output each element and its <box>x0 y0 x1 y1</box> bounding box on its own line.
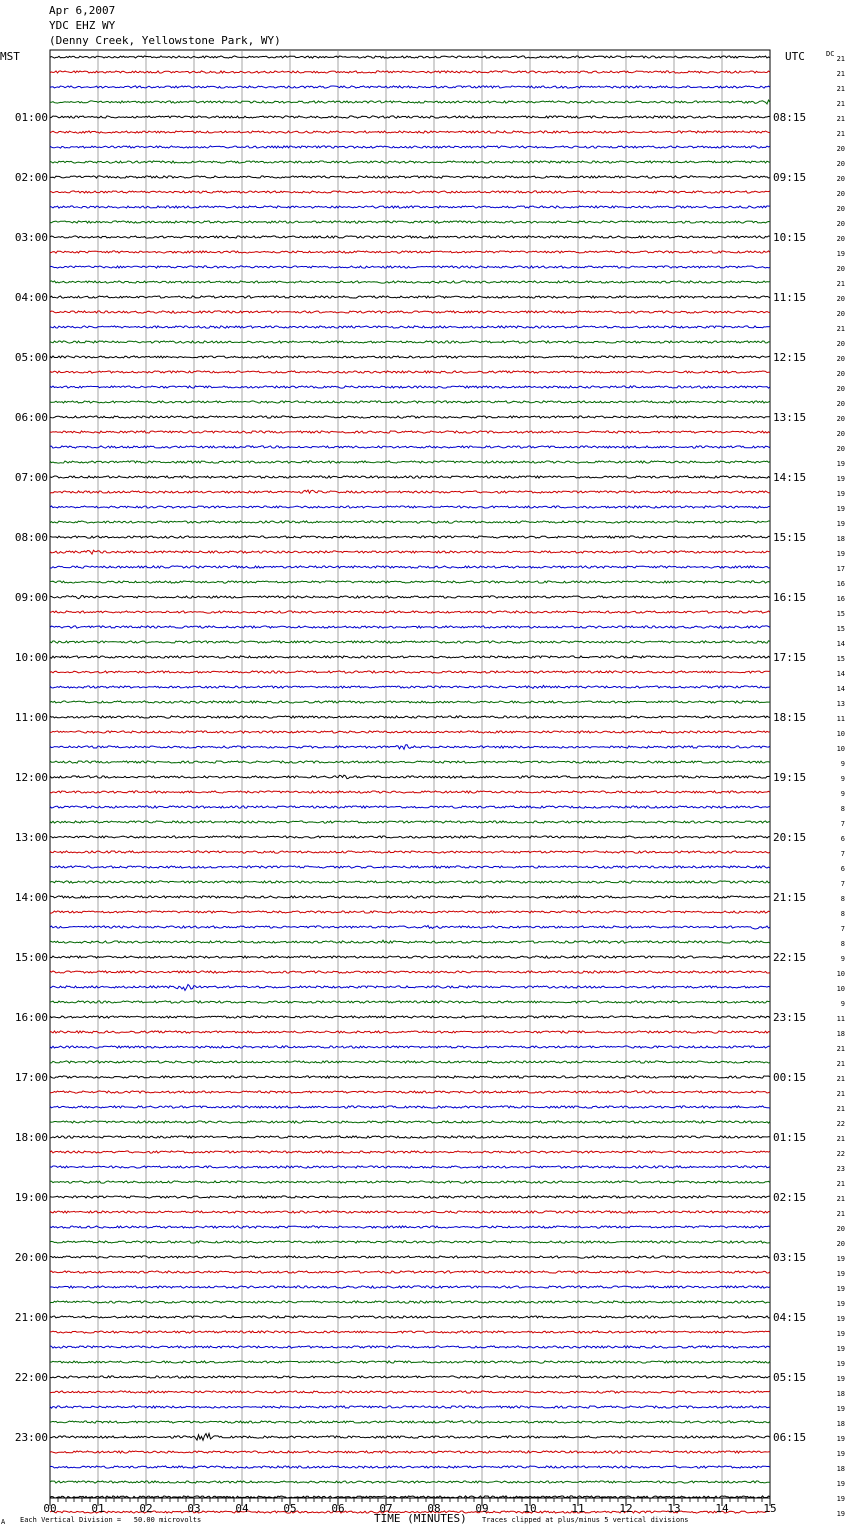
seismic-trace <box>50 1361 770 1363</box>
dc-offset-label: 20 <box>836 430 845 438</box>
seismic-trace <box>50 1241 770 1243</box>
dc-offset-label: 19 <box>836 1360 845 1368</box>
station-location: (Denny Creek, Yellowstone Park, WY) <box>49 34 281 47</box>
x-tick-label: 08 <box>427 1502 441 1515</box>
seismic-trace <box>50 206 770 208</box>
mst-hour-label: 03:00 <box>14 231 48 244</box>
seismic-trace <box>50 1286 770 1288</box>
dc-offset-label: 19 <box>836 460 845 468</box>
seismic-trace <box>50 1421 770 1423</box>
seismic-trace <box>50 685 770 688</box>
mst-hour-label: 20:00 <box>14 1251 48 1264</box>
x-tick-label: 04 <box>235 1502 249 1515</box>
seismic-trace <box>50 71 770 73</box>
mst-hour-label: 13:00 <box>14 831 48 844</box>
seismic-trace <box>50 326 770 328</box>
dc-offset-label: 9 <box>840 955 845 963</box>
utc-hour-label: 16:15 <box>773 591 807 604</box>
dc-offset-label: 18 <box>836 535 845 543</box>
x-tick-label: 01 <box>91 1502 105 1515</box>
mst-hour-label: 23:00 <box>14 1431 48 1444</box>
seismic-trace <box>50 1106 770 1108</box>
dc-offset-label: 10 <box>836 985 845 993</box>
dc-offset-label: 19 <box>836 1315 845 1323</box>
dc-offset-label: 21 <box>836 100 845 108</box>
dc-offset-label: 19 <box>836 1345 845 1353</box>
seismic-trace <box>50 116 770 118</box>
seismic-trace <box>50 1346 770 1348</box>
dc-offset-label: 18 <box>836 1390 845 1398</box>
seismic-trace <box>50 940 770 943</box>
utc-hour-label: 20:15 <box>773 831 807 844</box>
seismic-trace <box>50 461 770 463</box>
seismic-trace <box>50 971 770 973</box>
seismic-trace <box>50 821 770 823</box>
seismic-trace <box>50 131 770 133</box>
x-tick-label: 05 <box>283 1502 297 1515</box>
seismic-trace <box>50 701 770 703</box>
utc-hour-label: 17:15 <box>773 651 807 664</box>
mst-hour-label: 22:00 <box>14 1371 48 1384</box>
dc-offset-label: 21 <box>836 70 845 78</box>
seismic-trace <box>50 401 770 403</box>
seismic-trace <box>50 626 770 628</box>
dc-header-label: DC <box>826 50 835 58</box>
seismic-trace <box>50 1136 770 1138</box>
seismic-trace <box>50 1061 770 1063</box>
dc-offset-label: 6 <box>840 865 845 873</box>
utc-hour-label: 14:15 <box>773 471 807 484</box>
seismic-trace <box>50 416 770 418</box>
seismic-trace <box>50 446 770 448</box>
dc-offset-label: 7 <box>840 850 845 858</box>
mst-hour-label: 15:00 <box>14 951 48 964</box>
dc-offset-label: 23 <box>836 1165 845 1173</box>
seismic-trace <box>50 985 770 991</box>
dc-offset-label: 19 <box>836 1450 845 1458</box>
station-code: YDC EHZ WY <box>49 19 116 32</box>
seismic-trace <box>50 236 770 238</box>
seismic-trace <box>50 851 770 853</box>
dc-offset-label: 19 <box>836 505 845 513</box>
seismic-trace <box>50 731 770 733</box>
dc-offset-label: 19 <box>836 250 845 258</box>
x-tick-label: 07 <box>379 1502 393 1515</box>
seismic-trace <box>50 1226 770 1228</box>
dc-offset-label: 21 <box>836 1075 845 1083</box>
mst-hour-label: 01:00 <box>14 111 48 124</box>
dc-offset-label: 11 <box>836 1015 845 1023</box>
dc-offset-label: 19 <box>836 1480 845 1488</box>
dc-offset-label: 20 <box>836 295 845 303</box>
dc-offset-label: 20 <box>836 355 845 363</box>
dc-offset-label: 9 <box>840 1000 845 1008</box>
seismic-trace <box>50 1406 770 1408</box>
utc-hour-label: 01:15 <box>773 1131 807 1144</box>
utc-hour-label: 23:15 <box>773 1011 807 1024</box>
dc-offset-label: 11 <box>836 715 845 723</box>
utc-hour-label: 15:15 <box>773 531 807 544</box>
seismic-trace <box>50 1016 770 1018</box>
dc-offset-label: 21 <box>836 55 845 63</box>
x-tick-label: 15 <box>763 1502 777 1515</box>
seismic-trace <box>50 671 770 673</box>
dc-offset-label: 21 <box>836 1180 845 1188</box>
utc-hour-label: 10:15 <box>773 231 807 244</box>
mst-hour-label: 02:00 <box>14 171 48 184</box>
seismic-trace <box>50 911 770 913</box>
seismic-trace <box>50 161 770 163</box>
scale-note: Each Vertical Division = 50.00 microvolts <box>20 1516 202 1524</box>
seismic-trace <box>50 176 770 178</box>
seismic-trace <box>50 191 770 193</box>
dc-offset-label: 13 <box>836 700 845 708</box>
dc-offset-label: 21 <box>836 1090 845 1098</box>
seismic-trace <box>50 1076 770 1078</box>
seismic-trace <box>50 896 770 898</box>
seismic-trace <box>50 1434 770 1441</box>
seismic-trace <box>50 641 770 643</box>
dc-offset-label: 18 <box>836 1030 845 1038</box>
dc-offset-label: 15 <box>836 610 845 618</box>
seismic-trace <box>50 1271 770 1273</box>
dc-offset-label: 7 <box>840 925 845 933</box>
seismic-trace <box>50 476 770 478</box>
seismic-trace <box>50 1196 770 1198</box>
dc-offset-label: 21 <box>836 1105 845 1113</box>
dc-offset-label: 21 <box>836 1135 845 1143</box>
dc-offset-label: 19 <box>836 475 845 483</box>
seismic-trace <box>50 761 770 763</box>
dc-offset-label: 7 <box>840 820 845 828</box>
dc-offset-label: 10 <box>836 970 845 978</box>
seismic-trace <box>50 926 770 930</box>
dc-offset-label: 20 <box>836 220 845 228</box>
mst-hour-label: 08:00 <box>14 531 48 544</box>
mst-hour-label: 07:00 <box>14 471 48 484</box>
dc-offset-label: 21 <box>836 1045 845 1053</box>
dc-offset-label: 16 <box>836 580 845 588</box>
dc-offset-label: 20 <box>836 445 845 453</box>
utc-hour-label: 11:15 <box>773 291 807 304</box>
seismic-trace <box>50 656 770 658</box>
dc-offset-label: 15 <box>836 655 845 663</box>
seismic-trace <box>50 836 770 838</box>
seismic-trace <box>50 1316 770 1318</box>
dc-offset-label: 9 <box>840 790 845 798</box>
seismic-trace <box>50 490 770 493</box>
dc-offset-label: 22 <box>836 1150 845 1158</box>
dc-offset-label: 19 <box>836 550 845 558</box>
dc-offset-label: 10 <box>836 730 845 738</box>
dc-offset-label: 14 <box>836 685 845 693</box>
dc-offset-label: 21 <box>836 1060 845 1068</box>
dc-offset-label: 9 <box>840 760 845 768</box>
seismic-trace <box>50 371 770 373</box>
dc-offset-label: 19 <box>836 520 845 528</box>
utc-hour-label: 19:15 <box>773 771 807 784</box>
dc-offset-label: 21 <box>836 130 845 138</box>
seismic-trace <box>50 86 770 88</box>
x-tick-label: 09 <box>475 1502 489 1515</box>
utc-hour-label: 05:15 <box>773 1371 807 1384</box>
dc-offset-label: 18 <box>836 1465 845 1473</box>
x-tick-label: 06 <box>331 1502 345 1515</box>
dc-offset-label: 6 <box>840 835 845 843</box>
dc-offset-label: 19 <box>836 1435 845 1443</box>
seismic-trace <box>50 1451 770 1453</box>
seismic-trace <box>50 1331 770 1333</box>
seismic-trace <box>50 1001 770 1003</box>
seismic-trace <box>50 146 770 148</box>
seismic-trace <box>50 866 770 868</box>
dc-offset-label: 19 <box>836 1300 845 1308</box>
dc-offset-label: 20 <box>836 235 845 243</box>
dc-offset-label: 21 <box>836 85 845 93</box>
dc-offset-label: 20 <box>836 385 845 393</box>
right-timezone-label: UTC <box>785 50 805 63</box>
dc-offset-label: 19 <box>836 1495 845 1503</box>
utc-hour-label: 22:15 <box>773 951 807 964</box>
seismic-trace <box>50 1181 770 1183</box>
seismic-trace <box>50 791 770 793</box>
seismic-trace <box>50 296 770 298</box>
seismic-trace <box>50 716 770 718</box>
seismic-trace <box>50 1466 770 1468</box>
seismic-trace <box>50 1046 770 1048</box>
x-tick-label: 10 <box>523 1502 537 1515</box>
dc-offset-label: 21 <box>836 1195 845 1203</box>
x-axis-title: TIME (MINUTES) <box>374 1512 467 1525</box>
dc-offset-label: 8 <box>840 940 845 948</box>
dc-offset-label: 20 <box>836 160 845 168</box>
dc-offset-label: 8 <box>840 910 845 918</box>
seismic-trace <box>50 281 770 283</box>
mst-hour-label: 19:00 <box>14 1191 48 1204</box>
seismic-trace <box>50 311 770 313</box>
seismic-trace <box>50 536 770 539</box>
x-tick-label: 12 <box>619 1502 633 1515</box>
dc-offset-label: 17 <box>836 565 845 573</box>
seismic-trace <box>50 550 770 554</box>
utc-hour-label: 04:15 <box>773 1311 807 1324</box>
seismic-trace <box>50 221 770 223</box>
dc-offset-label: 7 <box>840 880 845 888</box>
dc-offset-label: 20 <box>836 190 845 198</box>
utc-hour-label: 08:15 <box>773 111 807 124</box>
corner-mark: A <box>1 1518 6 1526</box>
seismic-trace <box>50 1151 770 1153</box>
seismic-trace <box>50 745 770 750</box>
dc-offset-label: 19 <box>836 1285 845 1293</box>
x-tick-label: 03 <box>187 1502 201 1515</box>
seismic-trace <box>50 251 770 253</box>
dc-offset-label: 20 <box>836 265 845 273</box>
dc-offset-label: 20 <box>836 145 845 153</box>
seismic-trace <box>50 881 770 883</box>
seismic-trace <box>50 100 770 104</box>
x-tick-label: 00 <box>43 1502 57 1515</box>
dc-offset-label: 19 <box>836 1255 845 1263</box>
seismic-trace <box>50 611 770 613</box>
seismic-trace <box>50 1121 770 1123</box>
dc-offset-label: 20 <box>836 1225 845 1233</box>
mst-hour-label: 16:00 <box>14 1011 48 1024</box>
dc-offset-label: 21 <box>836 115 845 123</box>
mst-hour-label: 11:00 <box>14 711 48 724</box>
seismic-trace <box>50 1091 770 1093</box>
dc-offset-label: 19 <box>836 1510 845 1518</box>
dc-offset-label: 20 <box>836 175 845 183</box>
seismic-trace <box>50 56 770 58</box>
left-timezone-label: MST <box>0 50 20 63</box>
seismic-trace <box>50 1391 770 1393</box>
utc-hour-label: 03:15 <box>773 1251 807 1264</box>
dc-offset-label: 19 <box>836 1375 845 1383</box>
seismic-trace <box>50 386 770 388</box>
dc-offset-label: 14 <box>836 670 845 678</box>
seismic-trace <box>50 341 770 343</box>
utc-hour-label: 21:15 <box>773 891 807 904</box>
dc-offset-label: 14 <box>836 640 845 648</box>
seismic-trace <box>50 521 770 523</box>
mst-hour-label: 10:00 <box>14 651 48 664</box>
utc-hour-label: 09:15 <box>773 171 807 184</box>
mst-hour-label: 09:00 <box>14 591 48 604</box>
utc-hour-label: 13:15 <box>773 411 807 424</box>
x-tick-label: 11 <box>571 1502 585 1515</box>
dc-offset-label: 15 <box>836 625 845 633</box>
seismic-trace <box>50 356 770 358</box>
mst-hour-label: 21:00 <box>14 1311 48 1324</box>
dc-offset-label: 19 <box>836 1270 845 1278</box>
utc-hour-label: 18:15 <box>773 711 807 724</box>
seismic-trace <box>50 956 770 958</box>
utc-hour-label: 12:15 <box>773 351 807 364</box>
x-tick-label: 14 <box>715 1502 729 1515</box>
plot-date: Apr 6,2007 <box>49 4 116 17</box>
dc-offset-label: 20 <box>836 370 845 378</box>
dc-offset-label: 20 <box>836 340 845 348</box>
dc-offset-label: 10 <box>836 745 845 753</box>
seismic-trace <box>50 1256 770 1258</box>
mst-hour-label: 14:00 <box>14 891 48 904</box>
dc-offset-label: 19 <box>836 1330 845 1338</box>
utc-hour-label: 02:15 <box>773 1191 807 1204</box>
seismic-trace <box>50 1031 770 1033</box>
dc-offset-label: 21 <box>836 1210 845 1218</box>
seismic-trace <box>50 581 770 583</box>
mst-hour-label: 17:00 <box>14 1071 48 1084</box>
x-tick-label: 02 <box>139 1502 153 1515</box>
dc-offset-label: 9 <box>840 775 845 783</box>
dc-offset-label: 8 <box>840 805 845 813</box>
mst-hour-label: 12:00 <box>14 771 48 784</box>
dc-offset-label: 19 <box>836 490 845 498</box>
seismic-trace <box>50 806 770 808</box>
dc-offset-label: 18 <box>836 1420 845 1428</box>
utc-hour-label: 06:15 <box>773 1431 807 1444</box>
dc-offset-label: 22 <box>836 1120 845 1128</box>
seismic-trace <box>50 1211 770 1213</box>
mst-hour-label: 05:00 <box>14 351 48 364</box>
dc-offset-label: 20 <box>836 205 845 213</box>
seismic-trace <box>50 1166 770 1168</box>
dc-offset-label: 20 <box>836 1240 845 1248</box>
dc-offset-label: 19 <box>836 1405 845 1413</box>
dc-offset-label: 8 <box>840 895 845 903</box>
seismic-trace <box>50 566 770 568</box>
x-tick-label: 13 <box>667 1502 681 1515</box>
seismic-trace <box>50 1376 770 1378</box>
dc-offset-label: 20 <box>836 400 845 408</box>
seismic-trace <box>50 431 770 433</box>
mst-hour-label: 18:00 <box>14 1131 48 1144</box>
dc-offset-label: 21 <box>836 280 845 288</box>
seismic-trace <box>50 596 770 599</box>
mst-hour-label: 04:00 <box>14 291 48 304</box>
clip-note: Traces clipped at plus/minus 5 vertical divisions <box>482 1516 689 1524</box>
seismic-trace <box>50 266 770 268</box>
dc-offset-label: 20 <box>836 310 845 318</box>
seismic-trace <box>50 1301 770 1303</box>
dc-offset-label: 21 <box>836 325 845 333</box>
mst-hour-label: 06:00 <box>14 411 48 424</box>
utc-hour-label: 00:15 <box>773 1071 807 1084</box>
dc-offset-label: 16 <box>836 595 845 603</box>
seismic-trace <box>50 775 770 779</box>
seismic-trace <box>50 506 770 508</box>
seismic-trace <box>50 1481 770 1483</box>
dc-offset-label: 20 <box>836 415 845 423</box>
